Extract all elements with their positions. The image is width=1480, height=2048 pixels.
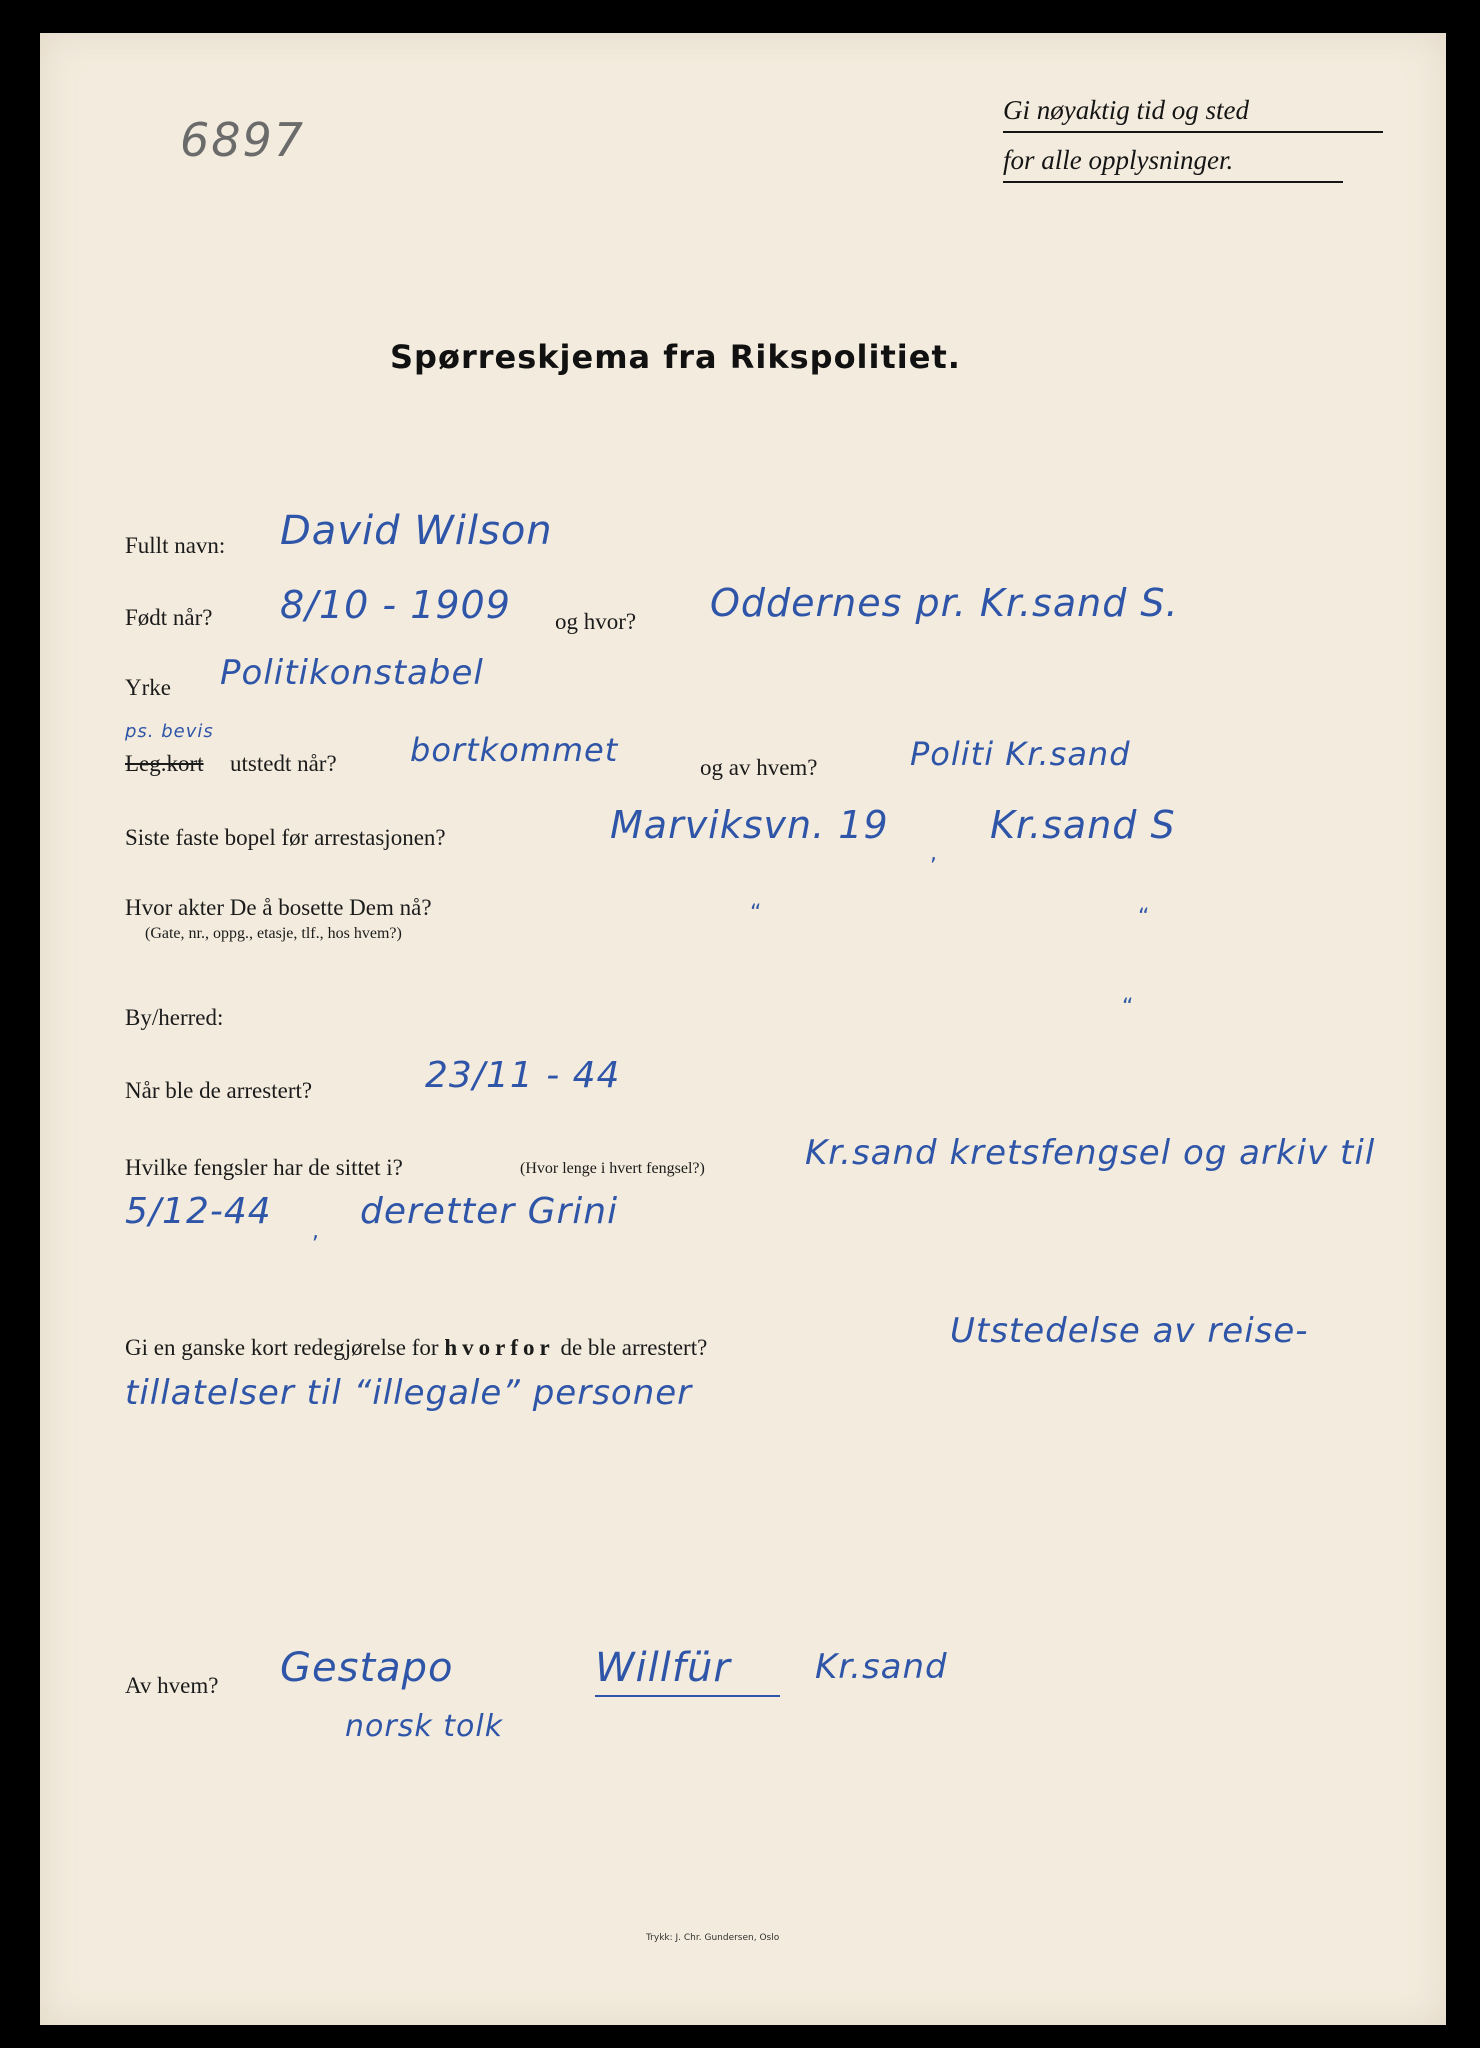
reason-value-line-1: Utstedelse av reise- [950,1311,1309,1351]
archive-number: 6897 [180,113,306,167]
id-card-struck-label: Leg.kort [125,751,204,776]
reason-value-line-2: tillatelser til “illegale” personer [125,1373,693,1413]
arrested-when-label: Når ble de arrestert? [125,1078,313,1103]
questionnaire-sheet [40,33,1446,2025]
born-where-label: og hvor? [555,609,637,634]
by-whom-value-1: Gestapo [280,1645,454,1691]
id-card-correction: ps. bevis [125,721,214,742]
born-date-value: 8/10 - 1909 [280,583,511,627]
last-residence-value: Marviksvn. 19 [610,803,889,847]
notice-line-2: for alle opplysninger. [1003,145,1234,175]
prisons-value-line-1: Kr.sand kretsfengsel og arkiv til [805,1133,1376,1173]
by-whom-value-2: Willfür [595,1645,731,1691]
settle-label: Hvor akter De å bosette Dem nå? [125,895,432,920]
form-title: Spørreskjema fra Rikspolitiet. [390,338,961,376]
born-where-value: Oddernes pr. Kr.sand S. [710,581,1179,625]
reason-label-post: de ble arrestert? [560,1335,708,1360]
show-through-text [500,151,505,172]
notice-underline-2 [1003,181,1343,183]
town-ditto: “ [1122,995,1134,1020]
id-card-label: utstedt når? [230,751,337,776]
notice-line-1: Gi nøyaktig tid og sted [1003,95,1249,125]
by-whom-value-3: Kr.sand [815,1647,948,1687]
reason-label-emph: hvorfor [444,1335,555,1360]
by-whom-value-2-underline [595,1695,780,1697]
occupation-label: Yrke [125,675,171,700]
comma-mark-2: , [312,1219,319,1244]
last-residence-city: Kr.sand S [990,803,1176,847]
id-card-by-whom-label: og av hvem? [700,755,818,780]
settle-ditto-1: “ [750,901,762,926]
notice-underline-1 [1003,131,1383,133]
prisons-value-line-2b: deretter Grini [360,1191,619,1232]
occupation-value: Politikonstabel [220,653,484,693]
id-card-value: bortkommet [410,731,619,769]
by-whom-label: Av hvem? [125,1673,219,1698]
printer-credit: Trykk: J. Chr. Gundersen, Oslo [646,1933,780,1943]
born-label: Født når? [125,605,213,630]
by-whom-value-1b: norsk tolk [345,1709,504,1744]
prisons-label: Hvilke fengsler har de sittet i? [125,1155,403,1180]
settle-hint: (Gate, nr., oppg., etasje, tlf., hos hvem?) [145,925,402,942]
name-value: David Wilson [280,508,553,554]
town-label: By/herred: [125,1005,224,1030]
arrested-when-value: 23/11 - 44 [425,1055,621,1096]
id-card-by-whom-value: Politi Kr.sand [910,735,1131,773]
prisons-value-line-2a: 5/12-44 [125,1191,272,1232]
name-label: Fullt navn: [125,533,226,558]
reason-label-pre: Gi en ganske kort redegjørelse for [125,1335,439,1360]
settle-ditto-2: “ [1138,905,1150,930]
comma-mark: , [930,841,937,866]
last-residence-label: Siste faste bopel før arrestasjonen? [125,825,446,850]
prisons-hint: (Hvor lenge i hvert fengsel?) [520,1160,705,1177]
